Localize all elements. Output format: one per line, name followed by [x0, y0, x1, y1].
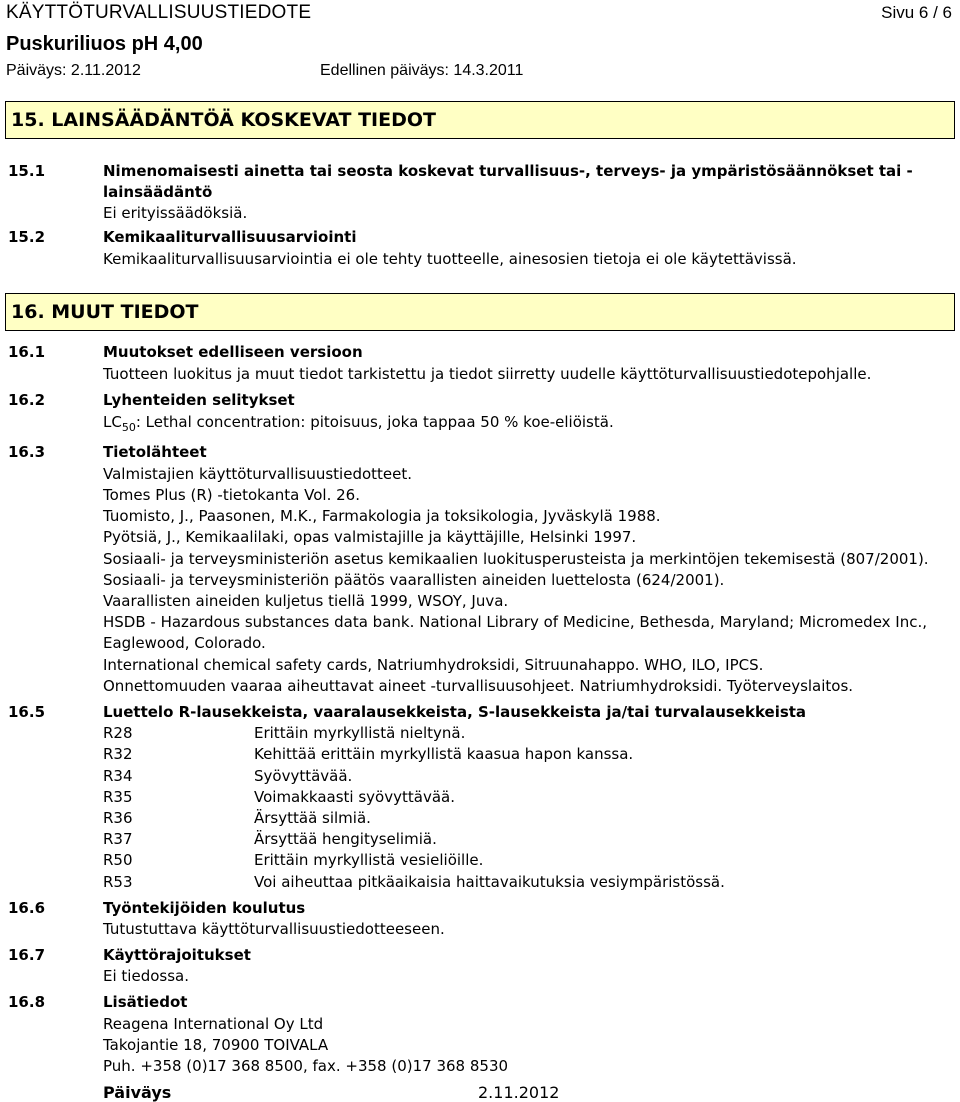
subsection-text: Tutustuttava käyttöturvallisuustiedotteeseen. — [103, 920, 445, 938]
source-line: Tomes Plus (R) -tietokanta Vol. 26. — [103, 486, 360, 504]
source-line: Vaarallisten aineiden kuljetus tiellä 1999, WSOY, Juva. — [103, 592, 509, 610]
source-line: Sosiaali- ja terveysministeriön asetus kemikaalien luokitusperusteista ja merkintöjen tekemisestä (807/2001). — [103, 550, 929, 568]
footer-date-label: Päiväys — [103, 1083, 172, 1102]
source-line: Eaglewood, Colorado. — [103, 634, 266, 652]
r-phrase-text: Voimakkaasti syövyttävää. — [254, 788, 455, 806]
subsection-heading: Tietolähteet — [103, 443, 207, 461]
r-phrase-text: Kehittää erittäin myrkyllistä kaasua hapon kanssa. — [254, 745, 634, 763]
subsection-text: Kemikaaliturvallisuusarviointia ei ole tehty tuotteelle, ainesosien tietoja ei ole käytettävissä. — [103, 250, 797, 268]
subsection-number: 16.3 — [8, 443, 46, 461]
source-line: Tuomisto, J., Paasonen, M.K., Farmakologia ja toksikologia, Jyväskylä 1988. — [103, 507, 661, 525]
subsection-heading: Muutokset edelliseen versioon — [103, 343, 363, 361]
abbreviation-subscript: 50 — [121, 421, 136, 434]
contact-line: Takojantie 18, 70900 TOIVALA — [103, 1036, 329, 1054]
r-phrase-code: R37 — [103, 830, 133, 848]
r-phrase-text: Voi aiheuttaa pitkäaikaisia haittavaikutuksia vesiympäristössä. — [254, 873, 725, 891]
subsection-heading: Kemikaaliturvallisuusarviointi — [103, 228, 357, 246]
subsection-heading: Lisätiedot — [103, 993, 188, 1011]
subsection-number: 16.7 — [8, 946, 46, 964]
subsection-heading: Luettelo R-lausekkeista, vaaralausekkeista, S-lausekkeista ja/tai turvalausekkeista — [103, 703, 807, 721]
subsection-text: Ei tiedossa. — [103, 967, 189, 985]
subsection-number: 16.1 — [8, 343, 46, 361]
r-phrase-code: R53 — [103, 873, 133, 891]
issue-date: Päiväys: 2.11.2012 — [6, 62, 141, 79]
source-line: Onnettomuuden vaaraa aiheuttavat aineet -turvallisuusohjeet. Natriumhydroksidi. Työterveyslaitos. — [103, 677, 854, 695]
r-phrase-code: R35 — [103, 788, 133, 806]
source-line: Pyötsiä, J., Kemikaalilaki, opas valmistajille ja käyttäjille, Helsinki 1997. — [103, 528, 637, 546]
source-line: International chemical safety cards, Natriumhydroksidi, Sitruunahappo. WHO, ILO, IPCS. — [103, 656, 764, 674]
r-phrase-code: R28 — [103, 724, 133, 742]
contact-line: Puh. +358 (0)17 368 8500, fax. +358 (0)17 368 8530 — [103, 1057, 509, 1075]
r-phrase-code: R50 — [103, 851, 133, 869]
subsection-number: 15.1 — [8, 162, 46, 180]
section-15-title: 15. LAINSÄÄDÄNTÖÄ KOSKEVAT TIEDOT — [11, 109, 436, 131]
r-phrase-text: Ärsyttää silmiä. — [254, 809, 371, 827]
section-16-title: 16. MUUT TIEDOT — [11, 301, 199, 323]
abbreviation-lc: LC — [103, 413, 122, 431]
source-line: HSDB - Hazardous substances data bank. National Library of Medicine, Bethesda, Maryland; Micromedex Inc., — [103, 613, 928, 631]
r-phrase-code: R34 — [103, 767, 133, 785]
subsection-number: 16.2 — [8, 391, 46, 409]
subsection-heading: Käyttörajoitukset — [103, 946, 251, 964]
document-title: KÄYTTÖTURVALLISUUSTIEDOTE — [6, 2, 312, 23]
subsection-heading: Työntekijöiden koulutus — [103, 899, 306, 917]
subsection-number: 15.2 — [8, 228, 46, 246]
abbreviation-definition: : Lethal concentration: pitoisuus, joka tappaa 50 % koe-eliöistä. — [135, 413, 614, 431]
subsection-text: Tuotteen luokitus ja muut tiedot tarkistettu ja tiedot siirretty uudelle käyttöturvallisuustiedotepohjalle. — [103, 365, 872, 383]
r-phrase-text: Syövyttävää. — [254, 767, 353, 785]
subsection-heading: Lyhenteiden selitykset — [103, 391, 295, 409]
source-line: Valmistajien käyttöturvallisuustiedotteet. — [103, 465, 413, 483]
r-phrase-code: R36 — [103, 809, 133, 827]
r-phrase-text: Erittäin myrkyllistä vesieliöille. — [254, 851, 484, 869]
footer-date: 2.11.2012 — [478, 1083, 560, 1102]
product-name: Puskuriliuos pH 4,00 — [6, 33, 203, 55]
subsection-heading: Nimenomaisesti ainetta tai seosta koskevat turvallisuus-, terveys- ja ympäristösäännökset tai - — [103, 162, 913, 180]
section-16-bar — [5, 293, 955, 331]
subsection-text: Ei erityissäädöksiä. — [103, 204, 248, 222]
source-line: Sosiaali- ja terveysministeriön päätös vaarallisten aineiden luettelosta (624/2001). — [103, 571, 725, 589]
subsection-number: 16.8 — [8, 993, 46, 1011]
r-phrase-code: R32 — [103, 745, 133, 763]
subsection-heading-cont: lainsäädäntö — [103, 183, 213, 201]
subsection-number: 16.6 — [8, 899, 46, 917]
r-phrase-text: Erittäin myrkyllistä nieltynä. — [254, 724, 466, 742]
r-phrase-text: Ärsyttää hengityselimiä. — [254, 830, 437, 848]
subsection-number: 16.5 — [8, 703, 46, 721]
contact-line: Reagena International Oy Ltd — [103, 1015, 324, 1033]
previous-date: Edellinen päiväys: 14.3.2011 — [320, 62, 524, 79]
section-15-bar — [5, 101, 955, 139]
page-number: Sivu 6 / 6 — [881, 3, 952, 22]
abbreviation-text — [103, 413, 614, 434]
